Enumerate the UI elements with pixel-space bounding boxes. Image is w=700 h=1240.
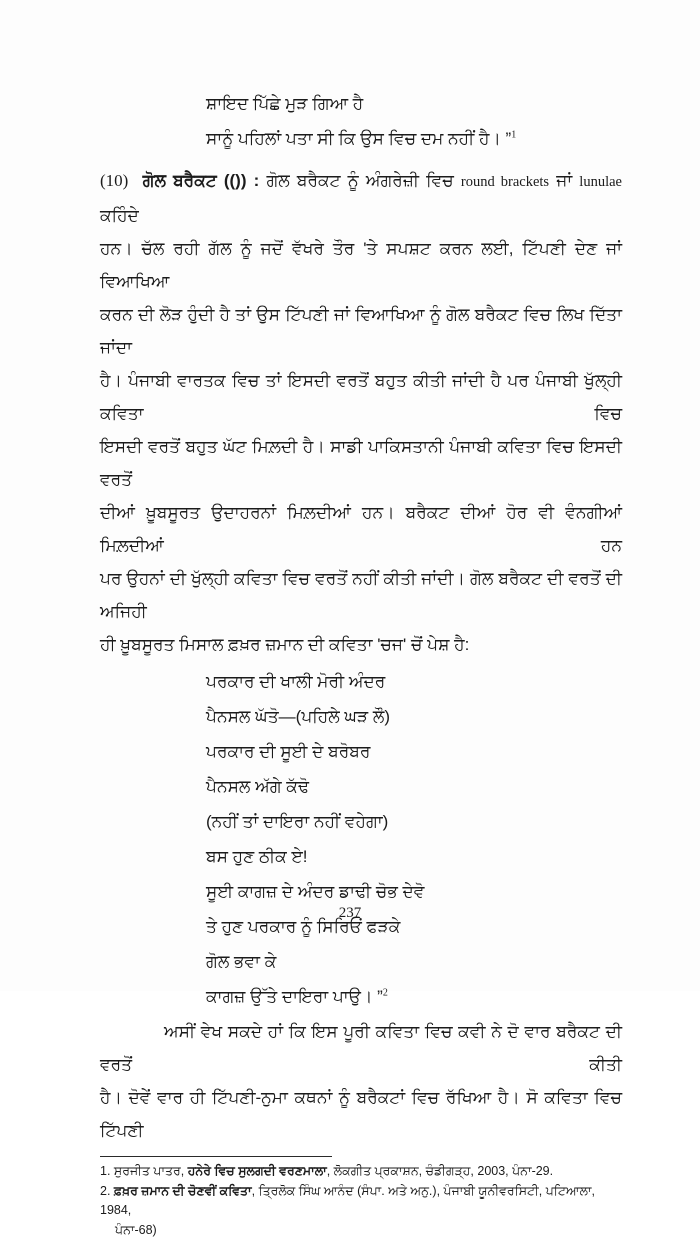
poem-line: ਬਸ ਹੁਣ ਠੀਕ ਏ!: [206, 839, 622, 874]
footnote-separator: [100, 1156, 332, 1157]
poem-line: (ਨਹੀਂ ਤਾਂ ਦਾਇਰਾ ਨਹੀਂ ਵਹੇਗਾ): [206, 804, 622, 839]
poem-line: ਪੈਨਸਲ ਘੱਤੋ—(ਪਹਿਲੇ ਘੜ ਲੌ): [206, 699, 622, 734]
poem-last-line: [206, 979, 622, 1014]
latin-term-round-brackets: round brackets: [461, 174, 549, 190]
section-heading-line: [100, 164, 622, 232]
paragraph-line: ਹਨ। ਚੱਲ ਰਹੀ ਗੱਲ ਨੂੰ ਜਦੋਂ ਵੱਖਰੇ ਤੌਰ 'ਤੇ ਸਪਸ਼ਟ ਕਰਨ ਲਈ, ਟਿੱਪਣੀ ਦੇਣ ਜਾਂ ਵਿਆਖਿਆ: [100, 232, 622, 298]
section-number: (10): [100, 171, 128, 190]
paragraph-last-line: ਹੀ ਖ਼ੂਬਸੂਰਤ ਮਿਸਾਲ ਫ਼ਖ਼ਰ ਜ਼ਮਾਨ ਦੀ ਕਵਿਤਾ 'ਚਜ' ਚੋਂ ਪੇਸ਼ ਹੈ:: [100, 628, 622, 661]
footnote-book-title: ਹਨੇਰੇ ਵਿਚ ਸੁਲਗਦੀ ਵਰਣਮਾਲਾ: [188, 1164, 327, 1178]
section-conjunction: ਜਾਂ: [556, 171, 572, 190]
footnotes-block: [100, 1162, 622, 1240]
quote-line-text: ਸਾਨੂੰ ਪਹਿਲਾਂ ਪਤਾ ਸੀ ਕਿ ਉਸ ਵਿਚ ਦਮ ਨਹੀਂ ਹੈ। ”: [206, 129, 511, 148]
poem-excerpt: [206, 664, 622, 1014]
footnote-2: [100, 1182, 622, 1221]
paragraph-line: ਦੀਆਂ ਖ਼ੂਬਸੂਰਤ ਉਦਾਹਰਨਾਂ ਮਿਲ਼ਦੀਆਂ ਹਨ। ਬਰੈਕਟ ਦੀਆਂ ਹੋਰ ਵੀ ਵੰਨਗੀਆਂ ਮਿਲ਼ਦੀਆਂ ਹਨ: [100, 496, 622, 562]
page-number: 237: [0, 905, 700, 922]
paragraph-line: ਹੈ। ਪੰਜਾਬੀ ਵਾਰਤਕ ਵਿਚ ਤਾਂ ਇਸਦੀ ਵਰਤੋਂ ਬਹੁਤ ਕੀਤੀ ਜਾਂਦੀ ਹੈ ਪਰ ਪੰਜਾਬੀ ਖੁੱਲ੍ਹੀ ਕਵਿਤਾ ਵਿਚ: [100, 364, 622, 430]
section-tail: ਕਹਿੰਦੇ: [100, 206, 139, 225]
top-quote-block: [206, 86, 622, 156]
quote-line: [206, 121, 622, 156]
paragraph-line: ਇਸਦੀ ਵਰਤੋਂ ਬਹੁਤ ਘੱਟ ਮਿਲ਼ਦੀ ਹੈ। ਸਾਡੀ ਪਾਕਿਸਤਾਨੀ ਪੰਜਾਬੀ ਕਵਿਤਾ ਵਿਚ ਇਸਦੀ ਵਰਤੋਂ: [100, 430, 622, 496]
footnote-ref-1: 1: [511, 129, 516, 140]
footnote-number: 2.: [100, 1184, 110, 1198]
poem-line: ਪਰਕਾਰ ਦੀ ਖਾਲੀ ਮੋਰੀ ਅੰਦਰ: [206, 664, 622, 699]
footnote-ref-2: 2: [383, 987, 388, 998]
closing-line: ਹੈ। ਦੋਵੇਂ ਵਾਰ ਹੀ ਟਿੱਪਣੀ-ਨੁਮਾ ਕਥਨਾਂ ਨੂੰ ਬਰੈਕਟਾਂ ਵਿਚ ਰੱਖਿਆ ਹੈ। ਸੋ ਕਵਿਤਾ ਵਿਚ ਟਿੱਪਣੀ: [100, 1081, 622, 1147]
footnote-number: 1.: [100, 1164, 110, 1178]
paragraph-line: ਪਰ ਉਹਨਾਂ ਦੀ ਖੁੱਲ੍ਹੀ ਕਵਿਤਾ ਵਿਚ ਵਰਤੋਂ ਨਹੀਂ ਕੀਤੀ ਜਾਂਦੀ। ਗੋਲ ਬਰੈਕਟ ਦੀ ਵਰਤੋਂ ਦੀ ਅਜਿਹੀ: [100, 562, 622, 628]
footnote-2-continuation: ਪੰਨਾ-68): [115, 1221, 622, 1240]
poem-line: ਸੂਈ ਕਾਗਜ਼ ਦੇ ਅੰਦਰ ਡਾਢੀ ਚੋਭ ਦੇਵੋ: [206, 874, 622, 909]
section-title: ਗੋਲ ਬਰੈਕਟ (()) :: [143, 171, 260, 190]
footnote-author: ਸੁਰਜੀਤ ਪਾਤਰ,: [114, 1164, 188, 1178]
closing-paragraph: [100, 1015, 622, 1147]
footnote-1: [100, 1162, 622, 1182]
quote-line: ਸ਼ਾਇਦ ਪਿੱਛੇ ਮੁੜ ਗਿਆ ਹੈ: [206, 86, 622, 121]
poem-line: ਪਰਕਾਰ ਦੀ ਸੂਈ ਦੇ ਬਰੋਬਰ: [206, 734, 622, 769]
section-paragraph: [100, 164, 622, 661]
poem-line: ਪੈਨਸਲ ਅੱਗੇ ਕੱਢੋ: [206, 769, 622, 804]
footnote-publisher: , ਲੋਕਗੀਤ ਪ੍ਰਕਾਸ਼ਨ, ਚੰਡੀਗੜ੍ਹ, 2003, ਪੰਨਾ-29.: [327, 1164, 553, 1178]
poem-line: ਗੋਲ ਭਵਾ ਕੇ: [206, 944, 622, 979]
page-content: [100, 86, 622, 1240]
poem-line: ਤੇ ਹੁਣ ਪਰਕਾਰ ਨੂੰ ਸਿਰਿਓਂ ਫੜਕੇ: [206, 909, 622, 944]
section-intro: ਗੋਲ ਬਰੈਕਟ ਨੂੰ ਅੰਗਰੇਜ਼ੀ ਵਿਚ: [266, 171, 453, 190]
latin-term-lunulae: lunulae: [579, 174, 622, 190]
paragraph-line: ਕਰਨ ਦੀ ਲੋੜ ਹੁੰਦੀ ਹੈ ਤਾਂ ਉਸ ਟਿੱਪਣੀ ਜਾਂ ਵਿਆਖਿਆ ਨੂੰ ਗੋਲ ਬਰੈਕਟ ਵਿਚ ਲਿਖ ਦਿੱਤਾ ਜਾਂਦਾ: [100, 298, 622, 364]
closing-line: ਅਸੀਂ ਵੇਖ ਸਕਦੇ ਹਾਂ ਕਿ ਇਸ ਪੂਰੀ ਕਵਿਤਾ ਵਿਚ ਕਵੀ ਨੇ ਦੋ ਵਾਰ ਬਰੈਕਟ ਦੀ ਵਰਤੋਂ ਕੀਤੀ: [100, 1015, 622, 1081]
footnote-book-title: ਫ਼ਖ਼ਰ ਜ਼ਮਾਨ ਦੀ ਚੋਣਵੀਂ ਕਵਿਤਾ: [114, 1184, 252, 1198]
poem-last-line-text: ਕਾਗਜ਼ ਉੱਤੇ ਦਾਇਰਾ ਪਾਉ। ”: [206, 987, 383, 1006]
footnote-publisher: , ਤ੍ਰਿਲੋਕ ਸਿੰਘ ਆਨੰਦ (ਸੰਪਾ. ਅਤੇ ਅਨੁ.), ਪੰਜਾਬੀ ਯੂਨੀਵਰਸਿਟੀ, ਪਟਿਆਲਾ, 1984,: [100, 1184, 595, 1218]
